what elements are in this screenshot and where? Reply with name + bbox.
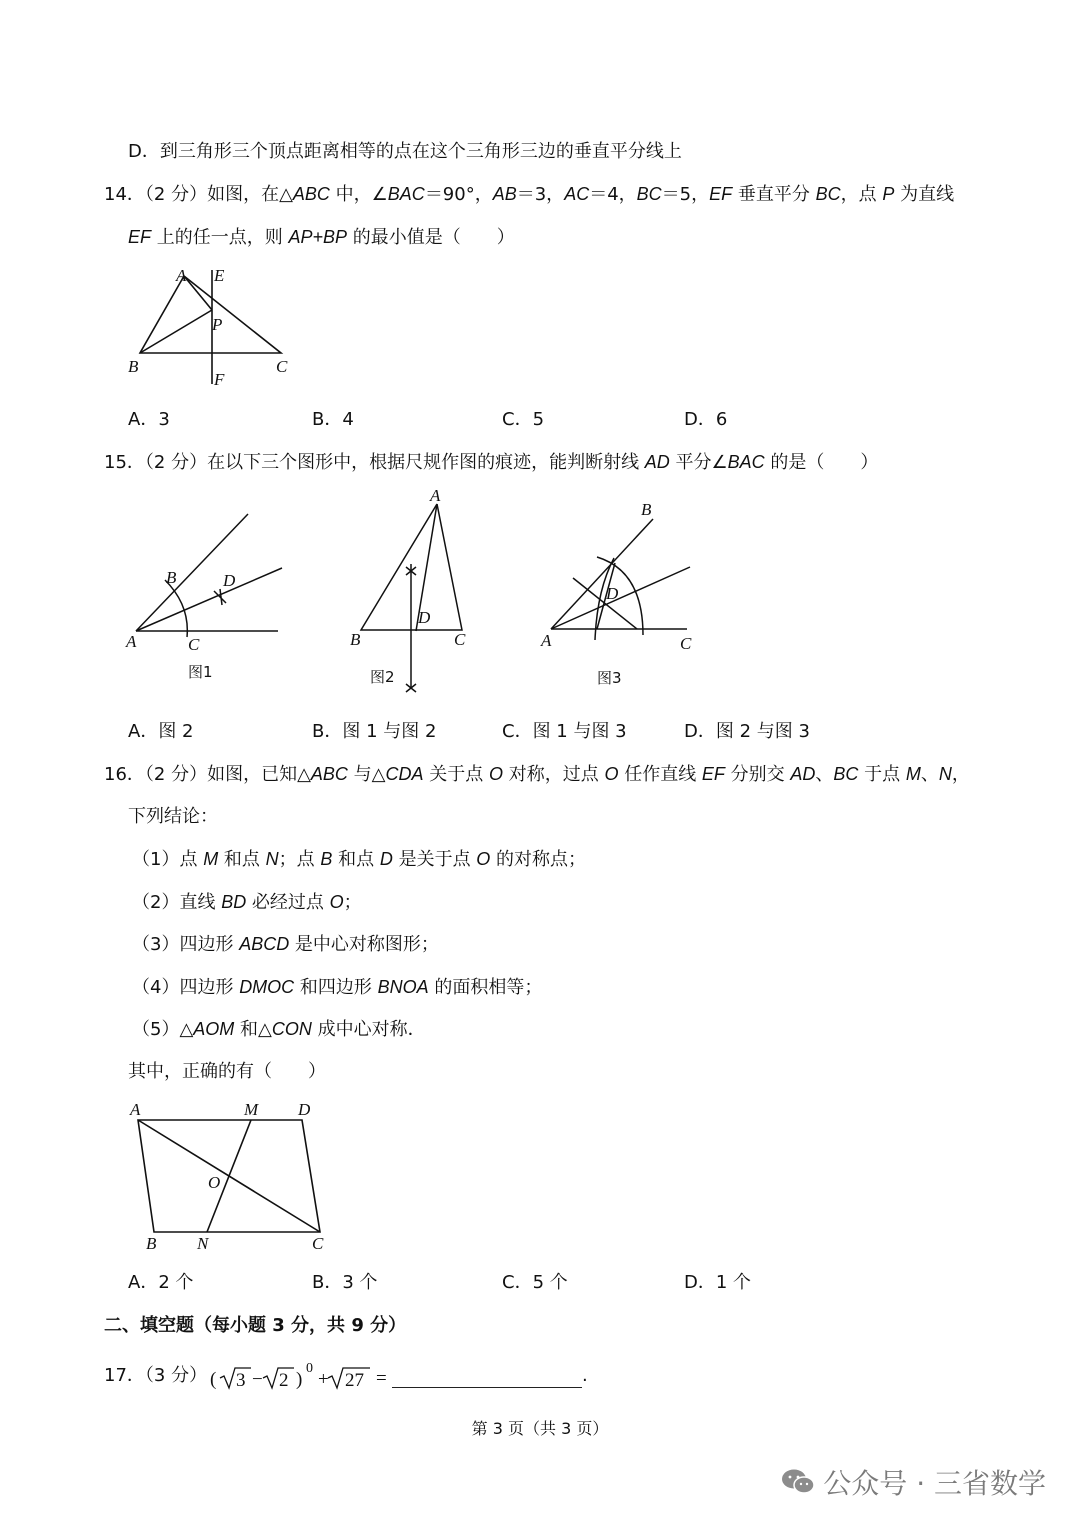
fig3-label-b: B bbox=[641, 500, 652, 519]
q15-figure-1 bbox=[120, 505, 295, 690]
q17-expression bbox=[208, 1357, 398, 1397]
q16-conclusion-3: （3）四边形 ABCD 是中心对称图形； bbox=[132, 934, 439, 955]
q17-radicand-2: 2 bbox=[279, 1370, 289, 1391]
fig3-segment-1 bbox=[573, 578, 637, 629]
q16-conclusion-2: （2）直线 BD 必经过点 O； bbox=[132, 892, 362, 913]
q16-conclusion-1: （1）点 M 和点 N；点 B 和点 D 是关于点 O 的对称点； bbox=[132, 849, 587, 870]
fig2-label-b: B bbox=[350, 630, 361, 649]
q17-plus: + bbox=[318, 1369, 329, 1390]
q14-option-d[interactable]: D．6 bbox=[684, 409, 728, 430]
q14-stem-line1: 14．（2 分）如图，在△ABC 中，∠BAC＝90°，AB＝3，AC＝4，BC＝5，EF 垂直平分 BC，点 P 为直线 bbox=[104, 184, 955, 205]
q14-figure bbox=[120, 262, 310, 392]
fig3-ray-ad bbox=[551, 567, 690, 629]
q16-figure bbox=[120, 1095, 340, 1255]
q16-option-b[interactable]: B．3 个 bbox=[312, 1272, 378, 1293]
q15-option-c[interactable]: C．图 1 与图 3 bbox=[502, 721, 627, 742]
fig1-ray-ad bbox=[136, 568, 282, 631]
fig3-label-c: C bbox=[680, 634, 692, 653]
wechat-icon bbox=[781, 1468, 815, 1496]
q16-option-c[interactable]: C．5 个 bbox=[502, 1272, 568, 1293]
q14-label-p: P bbox=[212, 315, 223, 334]
q17-paren-close: ) bbox=[296, 1369, 303, 1390]
page-footer: 第 3 页（共 3 页） bbox=[471, 1419, 609, 1438]
q15-stem: 15．（2 分）在以下三个图形中，根据尺规作图的痕迹，能判断射线 AD 平分∠BAC 的是（ ） bbox=[104, 452, 879, 473]
q17-paren-open: ( bbox=[210, 1369, 217, 1390]
q17-minus: − bbox=[252, 1369, 263, 1390]
q17-exponent: 0 bbox=[306, 1361, 313, 1376]
fig3-arc-outer bbox=[597, 557, 643, 635]
fig3-caption: 图3 bbox=[597, 669, 622, 687]
fig1-label-d: D bbox=[223, 571, 236, 590]
q17-equals: = bbox=[376, 1368, 387, 1389]
q16-label-o: O bbox=[208, 1173, 221, 1192]
fig2-label-c: C bbox=[454, 630, 466, 649]
q16-label-c: C bbox=[312, 1234, 324, 1253]
q17-answer-blank[interactable]: . bbox=[388, 1364, 588, 1388]
q16-label-d: D bbox=[298, 1100, 311, 1119]
q14-label-a: A bbox=[176, 266, 187, 285]
q17-prefix: 17．（3 分） bbox=[104, 1365, 208, 1386]
section-2-title: 二、填空题（每小题 3 分，共 9 分） bbox=[104, 1315, 407, 1336]
fig1-caption: 图1 bbox=[188, 663, 213, 681]
q14-segment-ap bbox=[184, 276, 212, 310]
q15-option-a[interactable]: A．图 2 bbox=[128, 721, 194, 742]
q16-label-m: M bbox=[244, 1100, 259, 1119]
fig1-label-b: B bbox=[166, 568, 177, 587]
fig3-label-d: D bbox=[606, 584, 619, 603]
q13-option-d: D．到三角形三个顶点距离相等的点在这个三角形三边的垂直平分线上 bbox=[128, 141, 682, 162]
q17-radicand-27: 27 bbox=[345, 1370, 364, 1391]
q16-label-a: A bbox=[130, 1100, 141, 1119]
q16-option-a[interactable]: A．2 个 bbox=[128, 1272, 194, 1293]
fig2-caption: 图2 bbox=[370, 668, 395, 686]
q14-triangle bbox=[140, 276, 281, 353]
fig2-label-d: D bbox=[418, 608, 431, 627]
q14-label-c: C bbox=[276, 357, 288, 376]
q14-option-b[interactable]: B．4 bbox=[312, 409, 354, 430]
fig1-label-a: A bbox=[126, 632, 137, 651]
q14-label-e: E bbox=[214, 266, 225, 285]
q17-radicand-3: 3 bbox=[236, 1370, 246, 1391]
q16-conclusion-5: （5）△AOM 和△CON 成中心对称． bbox=[132, 1019, 426, 1040]
fig1-label-c: C bbox=[188, 635, 200, 654]
fig2-label-a: A bbox=[430, 486, 441, 505]
q14-segment-bp bbox=[140, 310, 212, 353]
q16-stem-line1: 16．（2 分）如图，已知△ABC 与△CDA 关于点 O 对称，过点 O 任作直线 EF 分别交 AD、BC 于点 M、N， bbox=[104, 764, 970, 785]
q16-label-n: N bbox=[197, 1234, 209, 1253]
q16-label-b: B bbox=[146, 1234, 157, 1253]
q17-blank-line[interactable] bbox=[392, 1369, 582, 1388]
q14-label-b: B bbox=[128, 357, 139, 376]
q15-option-b[interactable]: B．图 1 与图 2 bbox=[312, 721, 437, 742]
q16-option-d[interactable]: D．1 个 bbox=[684, 1272, 752, 1293]
watermark bbox=[781, 1462, 1046, 1502]
q14-label-f: F bbox=[214, 370, 225, 389]
q14-stem-line2: EF 上的任一点，则 AP+BP 的最小值是（ ） bbox=[128, 227, 515, 248]
q16-stem-line2: 下列结论： bbox=[128, 806, 218, 827]
watermark-text: 公众号 · 三省数学 bbox=[823, 1467, 1046, 1500]
q14-option-c[interactable]: C．5 bbox=[502, 409, 545, 430]
q14-option-a[interactable]: A．3 bbox=[128, 409, 170, 430]
q15-option-d[interactable]: D．图 2 与图 3 bbox=[684, 721, 810, 742]
fig3-label-a: A bbox=[541, 631, 552, 650]
q16-conclusion-4: （4）四边形 DMOC 和四边形 BNOA 的面积相等； bbox=[132, 977, 543, 998]
q15-figure-2 bbox=[340, 488, 480, 700]
q15-figure-3 bbox=[535, 495, 710, 695]
q16-question: 其中，正确的有（ ） bbox=[128, 1061, 326, 1082]
